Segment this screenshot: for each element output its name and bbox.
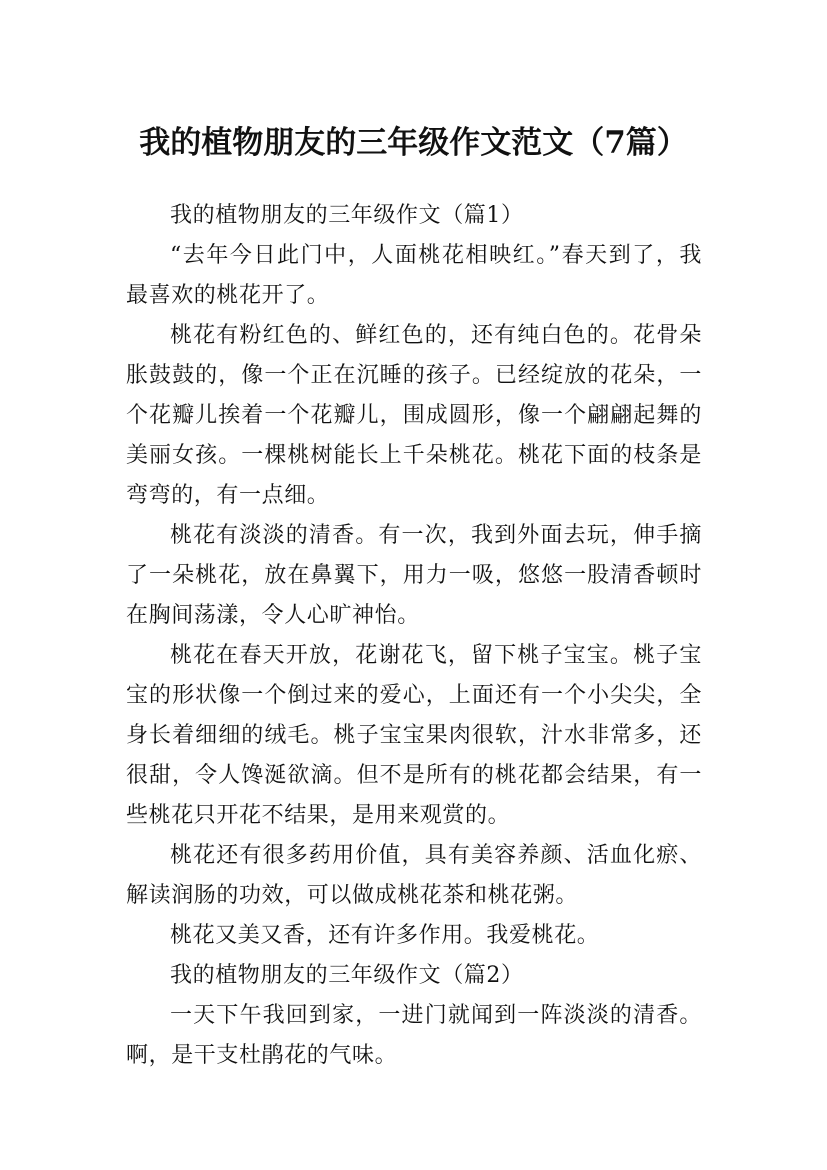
paragraph: 桃花有粉红色的、鲜红色的，还有纯白色的。花骨朵胀鼓鼓的，像一个正在沉睡的孩子。已经绽放的花朵，一个花瓣儿挨着一个花瓣儿，围成圆形，像一个翩翩起舞的美丽女孩。一棵桃树能长上千朵桃花。桃花下面的枝条是弯弯的，有一点细。 <box>126 323 702 508</box>
document-body <box>126 196 702 1076</box>
paragraph: 桃花在春天开放，花谢花飞，留下桃子宝宝。桃子宝宝的形状像一个倒过来的爱心，上面还有一个小尖尖，全身长着细细的绒毛。桃子宝宝果肉很软，汁水非常多，还很甜，令人馋涎欲滴。但不是所有的桃花都会结果，有一些桃花只开花不结果，是用来观赏的。 <box>126 643 702 828</box>
paragraph: 桃花又美又香，还有许多作用。我爱桃花。 <box>170 923 600 948</box>
paragraph: 一天下午我回到家，一进门就闻到一阵淡淡的清香。啊，是干支杜鹃花的气味。 <box>126 1003 702 1068</box>
section-heading-1: 我的植物朋友的三年级作文（篇1） <box>170 203 524 228</box>
paragraph: 桃花还有很多药用价值，具有美容养颜、活血化瘀、解读润肠的功效，可以做成桃花茶和桃花粥。 <box>126 843 702 908</box>
section-heading-2: 我的植物朋友的三年级作文（篇2） <box>170 963 524 988</box>
document-title: 我的植物朋友的三年级作文范文（7篇） <box>139 124 688 161</box>
paragraph: “去年今日此门中，人面桃花相映红。”春天到了，我最喜欢的桃花开了。 <box>126 243 702 308</box>
paragraph: 桃花有淡淡的清香。有一次，我到外面去玩，伸手摘了一朵桃花，放在鼻翼下，用力一吸，悠悠一股清香顿时在胸间荡漾，令人心旷神怡。 <box>126 523 702 628</box>
